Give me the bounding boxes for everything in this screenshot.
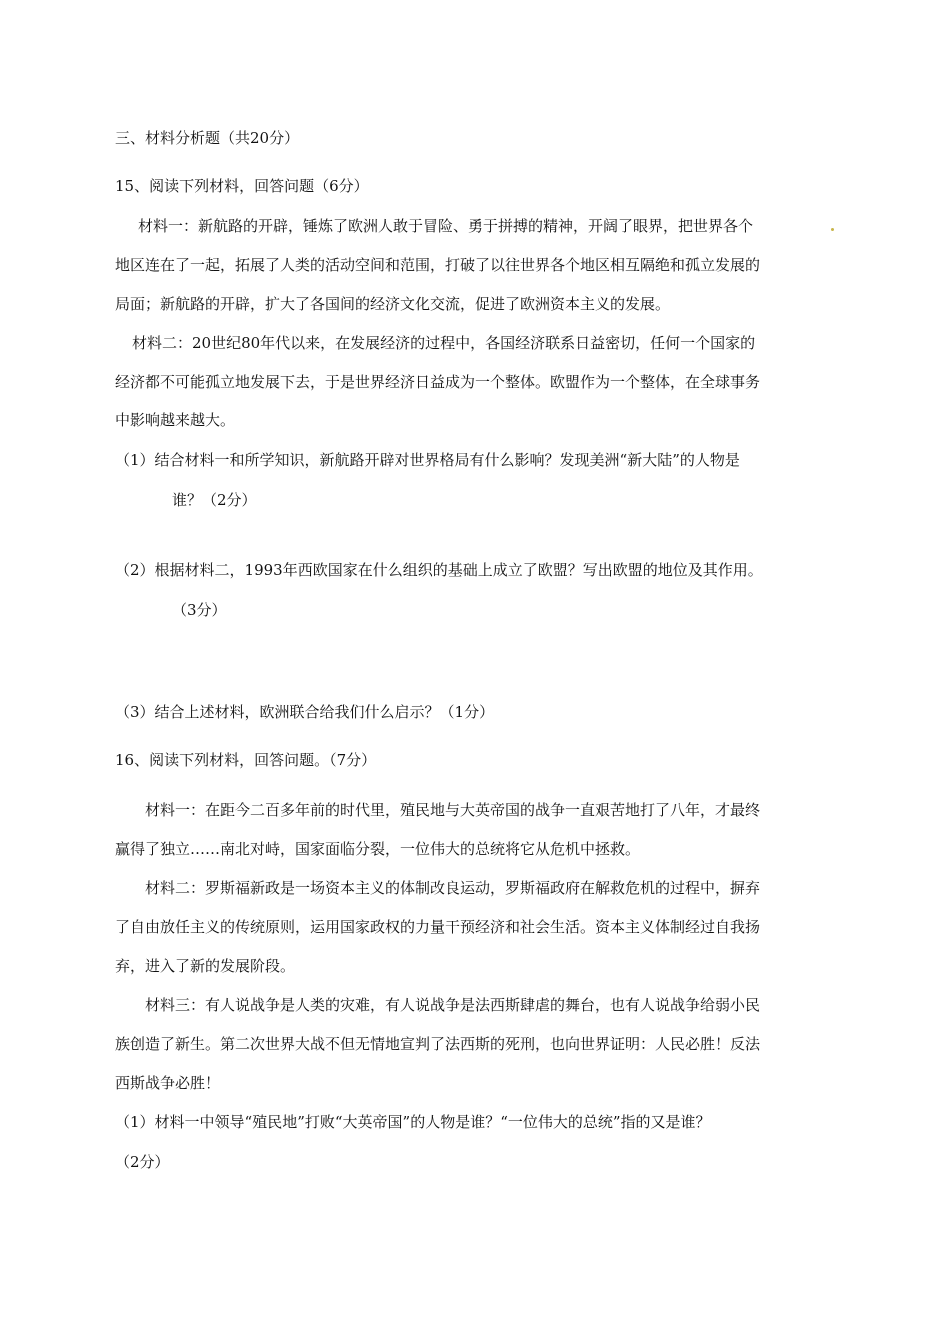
q15-sub3: （3）结合上述材料，欧洲联合给我们什么启示？（1分） [115, 703, 495, 721]
q15-material2-line1: 材料二：20世纪80年代以来，在发展经济的过程中，各国经济联系日益密切，任何一个国家的 [132, 334, 756, 352]
question-16-title: 16、阅读下列材料，回答问题。（7分） [115, 751, 377, 769]
q15-sub1-line1: （1）结合材料一和所学知识，新航路开辟对世界格局有什么影响？发现美洲“新大陆”的人物是 [115, 451, 740, 469]
q16-sub1-line1: （1）材料一中领导“殖民地”打败“大英帝国”的人物是谁？“一位伟大的总统”指的又是谁？ [115, 1113, 711, 1131]
q16-material2-line2: 了自由放任主义的传统原则，运用国家政权的力量干预经济和社会生活。资本主义体制经过自我扬 [115, 918, 761, 936]
q15-material1-line3: 局面；新航路的开辟，扩大了各国间的经济文化交流，促进了欧洲资本主义的发展。 [115, 295, 671, 313]
stray-mark [831, 228, 834, 231]
q15-sub1-line2: 谁？（2分） [172, 491, 257, 509]
q16-sub1-line2: （2分） [115, 1153, 170, 1171]
q16-material2-line1: 材料二：罗斯福新政是一场资本主义的体制改良运动，罗斯福政府在解救危机的过程中，摒弃 [145, 879, 761, 897]
question-15-title: 15、阅读下列材料，回答问题（6分） [115, 177, 369, 195]
q16-material3-line2: 族创造了新生。第二次世界大战不但无情地宣判了法西斯的死刑，也向世界证明：人民必胜！反法 [115, 1035, 761, 1053]
q15-sub2-line1: （2）根据材料二，1993年西欧国家在什么组织的基础上成立了欧盟？写出欧盟的地位及其作用。 [115, 561, 763, 579]
q15-sub2-line2: （3分） [172, 601, 227, 619]
q15-material2-line2: 经济都不可能孤立地发展下去，于是世界经济日益成为一个整体。欧盟作为一个整体，在全球事务 [115, 373, 761, 391]
q16-material3-line3: 西斯战争必胜！ [115, 1074, 221, 1092]
q16-material2-line3: 弃，进入了新的发展阶段。 [115, 957, 296, 975]
q15-material1-line2: 地区连在了一起，拓展了人类的活动空间和范围，打破了以往世界各个地区相互隔绝和孤立发展的 [115, 256, 761, 274]
q16-material1-line2: 赢得了独立……南北对峙，国家面临分裂，一位伟大的总统将它从危机中拯救。 [115, 840, 641, 858]
q15-material2-line3: 中影响越来越大。 [115, 411, 236, 429]
q15-material1-line1: 材料一：新航路的开辟，锤炼了欧洲人敢于冒险、勇于拼搏的精神，开阔了眼界，把世界各个 [138, 217, 754, 235]
section-title: 三、材料分析题（共20分） [115, 129, 300, 147]
q16-material1-line1: 材料一：在距今二百多年前的时代里，殖民地与大英帝国的战争一直艰苦地打了八年，才最终 [145, 801, 761, 819]
q16-material3-line1: 材料三：有人说战争是人类的灾难，有人说战争是法西斯肆虐的舞台，也有人说战争给弱小民 [145, 996, 761, 1014]
